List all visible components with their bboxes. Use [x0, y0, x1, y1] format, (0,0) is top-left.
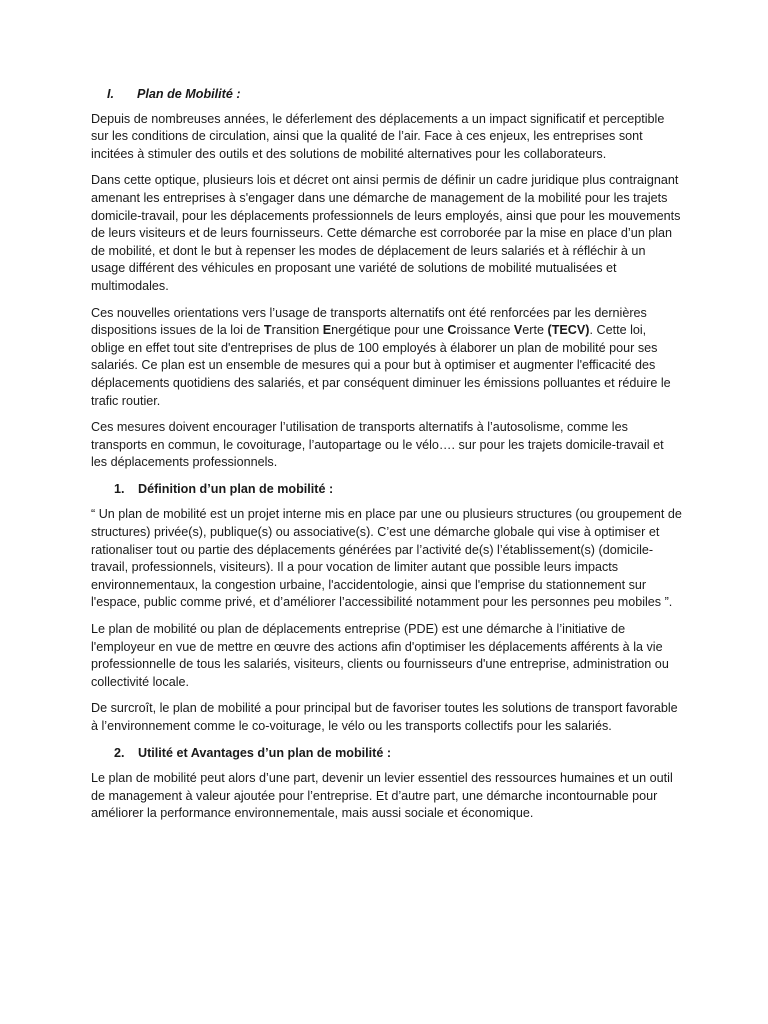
section-number: I.: [107, 87, 114, 101]
paragraph-definition-quote: “ Un plan de mobilité est un projet interne mis en place par une ou plusieurs structures (ou groupement de structures) privée(s), publique(s) ou associative(s). C’est une démarche globale qui vise à optimiser et rationaliser tout ou partie des déplacements générées par l’activité de(s) l’établissement(s) (domicile-travail, professionnels, visiteurs). Il a pour vocation de limiter autant que possible leurs impacts environnementaux, la congestion urbaine, l'accidentologie, ainsi que l'emprise du stationnement sur l'espace, public comme privé, et d’améliorer l’accessibilité notamment pour les personnes peu mobiles ”.: [91, 507, 682, 610]
subsection-title: Utilité et Avantages d’un plan de mobilité :: [138, 745, 392, 760]
paragraph-tecv-law: Ces nouvelles orientations vers l’usage de transports alternatifs ont été renforcées par les dernières dispositions issues de la loi de Transition Energétique pour une Croissance Verte (TECV). Cette loi, oblige en effet tout site d'entreprises de plus de 100 employés à élaborer un plan de mobilité pour ses salariés. Ce plan est un ensemble de mesures qui a pour but à optimiser et augmenter l'efficacité des déplacements quotidiens des salariés, et par conséquent diminuer les émissions polluantes et réduire le trafic routier.: [91, 305, 671, 408]
subsection-heading-definition: [91, 481, 683, 499]
paragraph-legal-framework: Dans cette optique, plusieurs lois et décret ont ainsi permis de définir un cadre juridique plus contraignant amenant les entreprises à s'engager dans une démarche de management de la mobilité pour les trajets domicile-travail, pour les déplacements professionnels de leurs employés, ainsi que pour les mouvements de leurs visiteurs et de leurs fournisseurs. Cette démarche est corroborée par la mise en place d’un plan de mobilité, et dont le but à repenser les modes de déplacement de leurs salariés et à réfléchir à un usage différent des véhicules en proposant une variété de solutions de mobilité mutualisées et multimodales.: [91, 173, 681, 293]
section-heading-plan-de-mobilite: [91, 86, 683, 104]
section-title: Plan de Mobilité :: [137, 87, 241, 101]
subsection-number: 1.: [114, 481, 125, 496]
subsection-title: Définition d’un plan de mobilité :: [138, 481, 334, 496]
subsection-number: 2.: [114, 745, 125, 760]
paragraph-intro: Depuis de nombreuses années, le déferlement des déplacements a un impact significatif et perceptible sur les conditions de circulation, ainsi que la qualité de l’air. Face à ces enjeux, les entreprises sont incitées à stimuler des outils et des solutions de mobilité alternatives pour les collaborateurs.: [91, 111, 665, 161]
document-body: [91, 86, 683, 832]
tecv-acronym: (TECV): [547, 323, 590, 338]
paragraph-main-goal: De surcroît, le plan de mobilité a pour principal but de favoriser toutes les solutions de transport favorable à l’environnement comme le co-voiturage, le vélo ou les transports collectifs pour les salariés.: [91, 701, 678, 733]
paragraph-pde: Le plan de mobilité ou plan de déplacements entreprise (PDE) est une démarche à l’initiative de l'employeur en vue de mettre en œuvre des actions afin d'optimiser les déplacements afférents à la vie professionnelle de tous les salariés, visiteurs, clients ou fournisseurs d'une entreprise, administration ou collectivité locale.: [91, 622, 669, 689]
subsection-heading-utilite: [91, 745, 683, 763]
paragraph-alternative-transport: Ces mesures doivent encourager l’utilisation de transports alternatifs à l’autosolisme, comme les transports en commun, le covoiturage, l’autopartage ou le vélo…. sur pour les trajets domicile-travail et les déplacements professionnels.: [91, 420, 664, 470]
paragraph-benefits: Le plan de mobilité peut alors d’une part, devenir un levier essentiel des ressources humaines et un outil de management à valeur ajoutée pour l’entreprise. Et d’autre part, une démarche incontournable pour améliorer la performance environnementale, mais aussi sociale et économique.: [91, 771, 673, 821]
